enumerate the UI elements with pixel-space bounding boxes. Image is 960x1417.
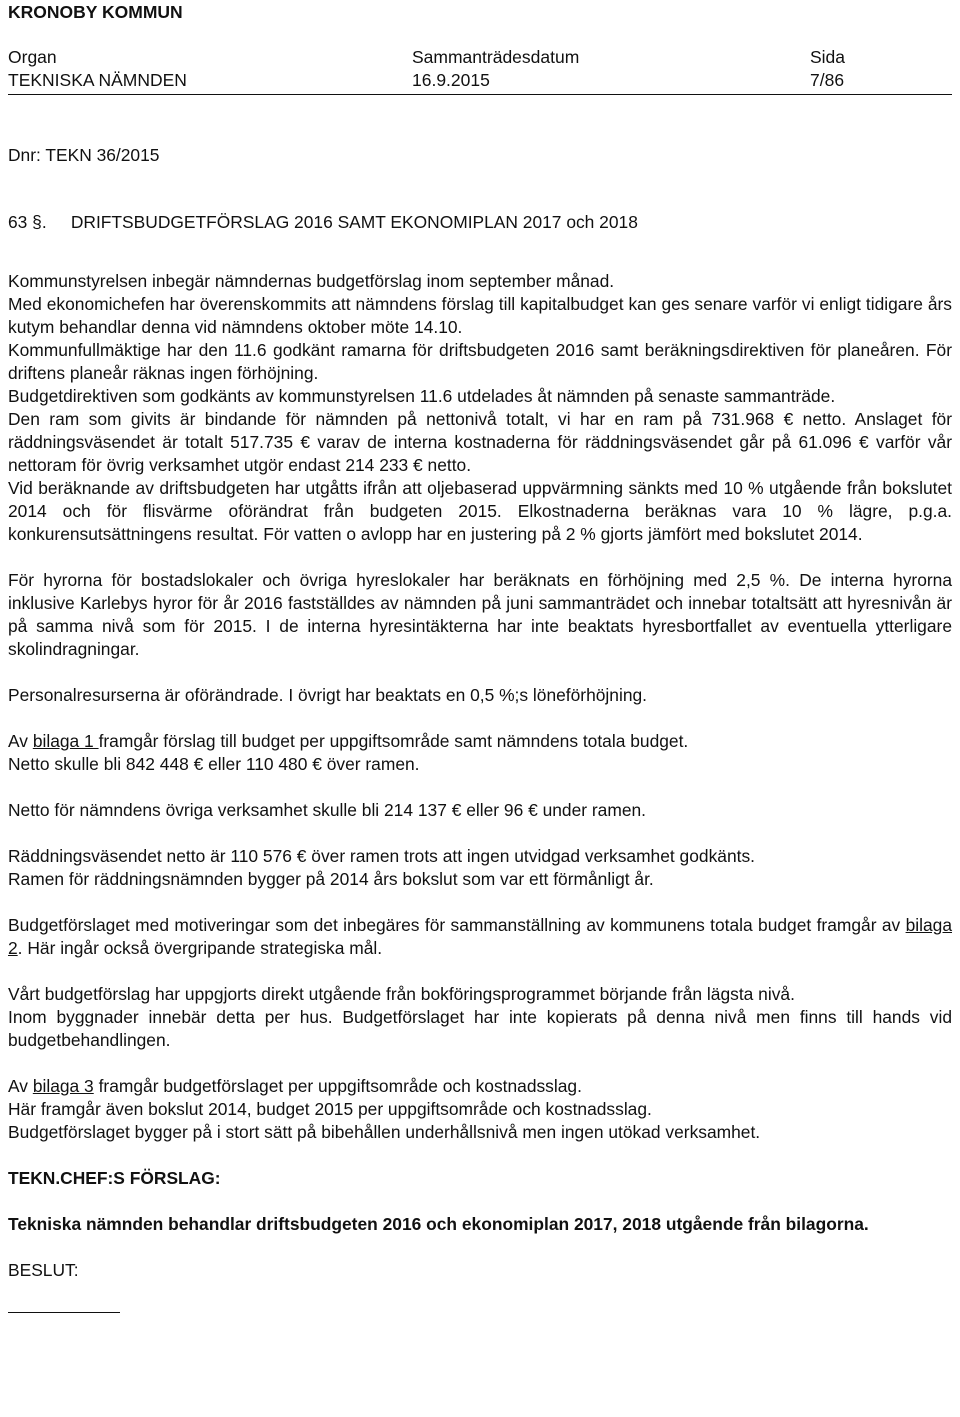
attachment-3-link[interactable]: bilaga 3 (32, 1076, 94, 1096)
text: Av (8, 1076, 33, 1096)
protocol-body (8, 270, 952, 1313)
signature-line (8, 1312, 120, 1313)
text: Av (8, 731, 33, 751)
section-heading (8, 211, 638, 233)
municipality-name: KRONOBY KOMMUN (8, 2, 183, 22)
diary-number: Dnr: TEKN 36/2015 (8, 145, 160, 165)
text: framgår budgetförslaget per uppgiftsområde och kostnadsslag. (93, 1076, 582, 1096)
section-title: DRIFTSBUDGETFÖRSLAG 2016 SAMT EKONOMIPLAN 2017 och 2018 (70, 212, 638, 232)
proposal-heading: TEKN.CHEF:S FÖRSLAG: (8, 1168, 221, 1188)
page-value: 7/86 (810, 70, 845, 90)
paragraph: Kommunfullmäktige har den 11.6 godkänt ramarna för driftsbudgeten 2016 samt beräkningsdirektiven för planeåren. För driftens planeår räknas ingen förhöjning. (8, 340, 952, 383)
paragraph: Här framgår även bokslut 2014, budget 2015 per uppgiftsområde och kostnadsslag. (8, 1099, 652, 1119)
date-label: Sammanträdesdatum (412, 47, 580, 67)
paragraph-personnel: Personalresurserna är oförändrade. I övrigt har beaktats en 0,5 %;s löneförhöjning. (8, 685, 647, 705)
paragraph-attachment-2 (8, 914, 952, 960)
paragraph: Inom byggnader innebär detta per hus. Budgetförslaget har inte kopierats på denna nivå men finns till hands vid budgetbehandlingen. (8, 1007, 952, 1050)
header-divider (8, 94, 952, 95)
proposal-text: Tekniska nämnden behandlar driftsbudgeten 2016 och ekonomiplan 2017, 2018 utgående från bilagorna. (8, 1214, 869, 1234)
attachment-2-link[interactable]: bilaga 2 (8, 915, 952, 958)
section-number: 63 §. (8, 212, 47, 232)
text: . Här ingår också övergripande strategiska mål. (17, 938, 383, 958)
paragraph: Kommunstyrelsen inbegär nämndernas budgetförslag inom september månad. (8, 271, 615, 291)
text: Budgetförslaget med motiveringar som det inbegäres för sammanställning av kommunens totala budget framgår av (8, 915, 906, 935)
paragraph: Ramen för räddningsnämnden bygger på 2014 års bokslut som var ett förmånligt år. (8, 869, 654, 889)
page-label: Sida (810, 47, 846, 67)
paragraph: Räddningsväsendet netto är 110 576 € över ramen trots att ingen utvidgad verksamhet godkänts. (8, 846, 755, 866)
text: framgår förslag till budget per uppgiftsområde samt nämndens totala budget. (98, 731, 689, 751)
paragraph-other-operations: Netto för nämndens övriga verksamhet skulle bli 214 137 € eller 96 € under ramen. (8, 800, 647, 820)
paragraph: Budgetförslaget bygger på i stort sätt på bibehållen underhållsnivå men ingen utökad verksamhet. (8, 1122, 761, 1142)
paragraph: Budgetdirektiven som godkänts av kommunstyrelsen 11.6 utdelades åt nämnden på senaste sammanträde. (8, 386, 836, 406)
paragraph: Vårt budgetförslag har uppgjorts direkt utgående från bokföringsprogrammet börjande från lägsta nivå. (8, 984, 795, 1004)
organ-label: Organ (8, 47, 57, 67)
paragraph: Med ekonomichefen har överenskommits att nämndens förslag till kapitalbudget kan ges senare varför vi enligt tidigare års kutym behandlar denna vid nämndens oktober möte 14.10. (8, 294, 952, 337)
paragraph-attachment-1 (8, 730, 952, 753)
paragraph: Den ram som givits är bindande för nämnden på nettonivå totalt, vi har en ram på 731.968 € netto. Anslaget för räddningsväsendet är totalt 517.735 € varav de interna kostnaderna för räddningsväsendet går på 61.096 € varför vår nettoram för övrig verksamhet utgör endast 214 233 € netto. (8, 409, 952, 475)
paragraph-rents: För hyrorna för bostadslokaler och övriga hyreslokaler har beräknats en förhöjning med 2,5 %. De interna hyrorna inklusive Karlebys hyror för år 2016 fastställdes av nämnden på juni sammanträdet och innebar totaltsätt att hyresnivån är på samma nivå som för 2015. I de interna hyresintäkterna har inte beaktats hyresbortfallet av eventuella ytterligare skolindragningar. (8, 570, 952, 659)
paragraph: Vid beräknande av driftsbudgeten har utgåtts ifrån att oljebaserad uppvärmning sänkts med 10 % utgående från bokslutet 2014 och för flisvärme oförändrat från budgeten 2015. Elkostnaderna beräknas vara 10 % lägre, p.g.a. konkurensutsättningens resultat. För vatten o avlopp har en justering på 2 % gjorts jämfört med bokslutet 2014. (8, 478, 952, 544)
header-labels (8, 46, 952, 68)
header-values (8, 69, 952, 91)
decision-label: BESLUT: (8, 1260, 79, 1280)
date-value: 16.9.2015 (412, 70, 490, 90)
paragraph-attachment-3 (8, 1075, 952, 1098)
paragraph: Netto skulle bli 842 448 € eller 110 480 € över ramen. (8, 754, 420, 774)
organ-value: TEKNISKA NÄMNDEN (8, 70, 187, 90)
attachment-1-link[interactable]: bilaga 1 (32, 731, 99, 751)
